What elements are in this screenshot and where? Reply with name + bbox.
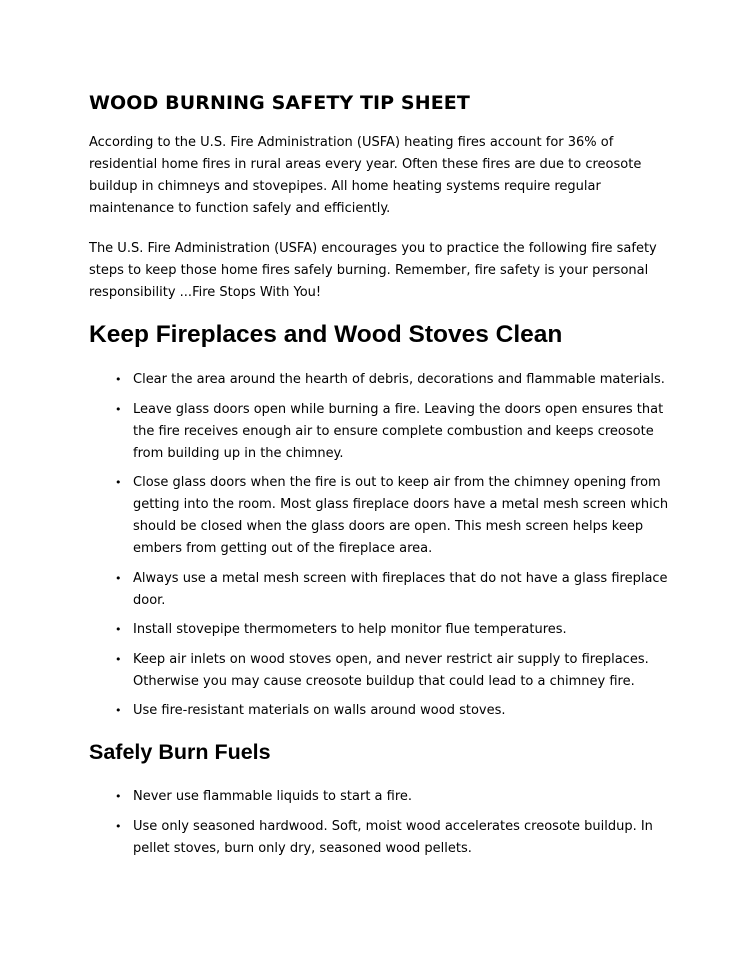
list-item-text: Leave glass doors open while burning a fire. Leaving the doors open ensures that the fire receives enough air to ensure complete combustion and keeps creosote from building up in the chimney. <box>133 401 664 461</box>
bullet-icon: • <box>115 373 122 386</box>
bullet-icon: • <box>115 623 122 636</box>
intro-paragraph-2: The U.S. Fire Administration (USFA) encourages you to practice the following fire safety steps to keep those home fires safely burning. Remember, fire safety is your personal responsibility ...Fire Stops With You! <box>89 241 657 300</box>
list-item <box>115 649 679 693</box>
bullet-icon: • <box>115 571 122 585</box>
list-item <box>115 786 679 808</box>
bullet-icon: • <box>115 652 122 666</box>
list-item <box>115 472 679 560</box>
list-item-text: Close glass doors when the fire is out to keep air from the chimney opening from getting into the room. Most glass fireplace doors have a metal mesh screen which should be closed when the glass doors are open. This mesh screen helps keep embers from getting out of the fireplace area. <box>133 475 669 556</box>
document-title: WOOD BURNING SAFETY TIP SHEET <box>89 92 470 114</box>
list-item-text: Use fire-resistant materials on walls around wood stoves. <box>133 703 506 718</box>
list-item <box>115 816 679 860</box>
bullet-icon: • <box>115 819 122 833</box>
intro-paragraph-1: According to the U.S. Fire Administration (USFA) heating fires account for 36% of residential home fires in rural areas every year. Often these fires are due to creosote buildup in chimneys and stovepipes. All home heating systems require regular maintenance to function safely and efficiently. <box>89 135 642 216</box>
list-item <box>115 399 679 465</box>
bullet-icon: • <box>115 704 122 717</box>
list-item-text: Never use flammable liquids to start a fire. <box>133 789 413 804</box>
list-item-text: Install stovepipe thermometers to help monitor flue temperatures. <box>133 622 567 637</box>
list-item <box>115 700 679 722</box>
fuel-tips-list <box>115 786 679 867</box>
section-heading-fuels: Safely Burn Fuels <box>89 740 271 764</box>
list-item <box>115 568 679 612</box>
bullet-icon: • <box>115 476 122 489</box>
list-item-text: Use only seasoned hardwood. Soft, moist wood accelerates creosote buildup. In pellet stoves, burn only dry, seasoned wood pellets. <box>133 818 653 856</box>
list-item <box>115 619 679 641</box>
section-heading-clean: Keep Fireplaces and Wood Stoves Clean <box>89 321 563 348</box>
list-item <box>115 369 679 391</box>
list-item-text: Always use a metal mesh screen with fireplaces that do not have a glass fireplace door. <box>133 570 668 608</box>
clean-tips-list <box>115 369 679 730</box>
bullet-icon: • <box>115 402 122 416</box>
bullet-icon: • <box>115 790 122 803</box>
list-item-text: Clear the area around the hearth of debris, decorations and flammable materials. <box>133 372 665 387</box>
list-item-text: Keep air inlets on wood stoves open, and never restrict air supply to fireplaces. Otherwise you may cause creosote buildup that could lead to a chimney fire. <box>133 651 649 689</box>
